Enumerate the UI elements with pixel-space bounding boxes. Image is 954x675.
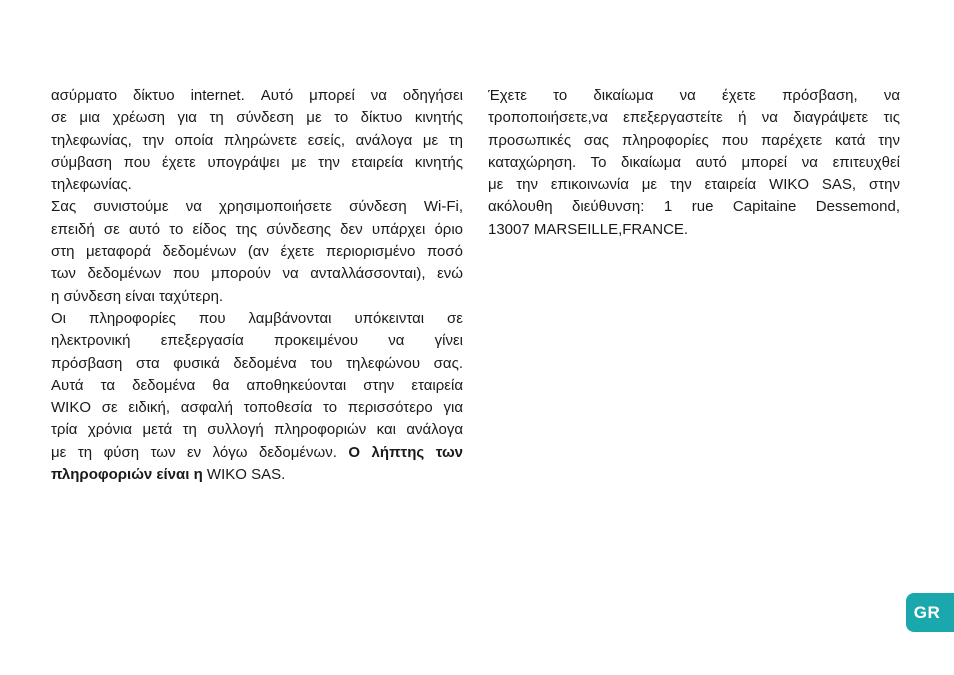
- text-line: τρία χρόνια μετά τη συλλογή πληροφοριών και ανάλογα: [51, 421, 463, 439]
- text-line: προσωπικές σας πληροφορίες που παρέχετε κατά την: [488, 131, 900, 149]
- text-line: Σας συνιστούμε να χρησιμοποιήσετε σύνδεση Wi-Fi,: [51, 198, 463, 216]
- text-line: [51, 442, 463, 464]
- language-tab-label: GR: [913, 603, 941, 622]
- text-line: [51, 464, 463, 486]
- text-line: σε μια χρέωση για τη σύνδεση με το δίκτυο κινητής: [51, 109, 463, 127]
- text-line: ηλεκτρονική επεξεργασία προκειμένου να γίνει: [51, 332, 463, 350]
- text-line: τροποποιήσετε,να επεξεργαστείτε ή να διαγράψετε τις: [488, 109, 900, 127]
- left-text-column: [51, 85, 463, 486]
- text-line: τηλεφωνίας, την οποία πληρώνετε εσείς, ανάλογα με τη: [51, 131, 463, 149]
- text-line: πρόσβαση στα φυσικά δεδομένα του τηλεφώνου σας.: [51, 354, 463, 372]
- text-line: Οι πληροφορίες που λαμβάνονται υπόκεινται σε: [51, 309, 463, 327]
- text-segment: WIKO SAS.: [202, 466, 286, 484]
- language-tab: [906, 593, 954, 632]
- text-line: τηλεφωνίας.: [51, 176, 132, 194]
- text-line: στη μεταφορά δεδομένων (αν έχετε περιορισμένο ποσό: [51, 243, 463, 261]
- text-segment: με τη φύση των εν λόγω δεδομένων.: [51, 443, 349, 461]
- text-line: WIKO σε ειδική, ασφαλή τοποθεσία το περισσότερο για: [51, 399, 463, 417]
- text-line: με την επικοινωνία με την εταιρεία WIKO SAS, στην: [488, 176, 900, 194]
- text-line: Αυτά τα δεδομένα θα αποθηκεύονται στην εταιρεία: [51, 376, 463, 394]
- text-line: επειδή σε αυτό το είδος της σύνδεσης δεν υπάρχει όριο: [51, 220, 463, 238]
- bold-segment: πληροφοριών είναι η: [51, 466, 203, 484]
- text-line: των δεδομένων που μπορούν να ανταλλάσσονται), ενώ: [51, 265, 463, 283]
- right-text-column: [488, 85, 900, 241]
- text-line: Έχετε το δικαίωμα να έχετε πρόσβαση, να: [488, 87, 900, 104]
- text-line: η σύνδεση είναι ταχύτερη.: [51, 287, 224, 305]
- text-line: καταχώρηση. Το δικαίωμα αυτό μπορεί να επιτευχθεί: [488, 153, 900, 171]
- bold-segment: Ο λήπτης των: [348, 443, 463, 461]
- text-line: ακόλουθη διεύθυνση: 1 rue Capitaine Dessemond,: [488, 198, 900, 216]
- text-line: 13007 MARSEILLE,FRANCE.: [488, 220, 689, 238]
- text-line: ασύρματο δίκτυο internet. Αυτό μπορεί να οδηγήσει: [51, 87, 463, 104]
- text-line: σύμβαση που έχετε υπογράψει με την εταιρεία κινητής: [51, 153, 463, 171]
